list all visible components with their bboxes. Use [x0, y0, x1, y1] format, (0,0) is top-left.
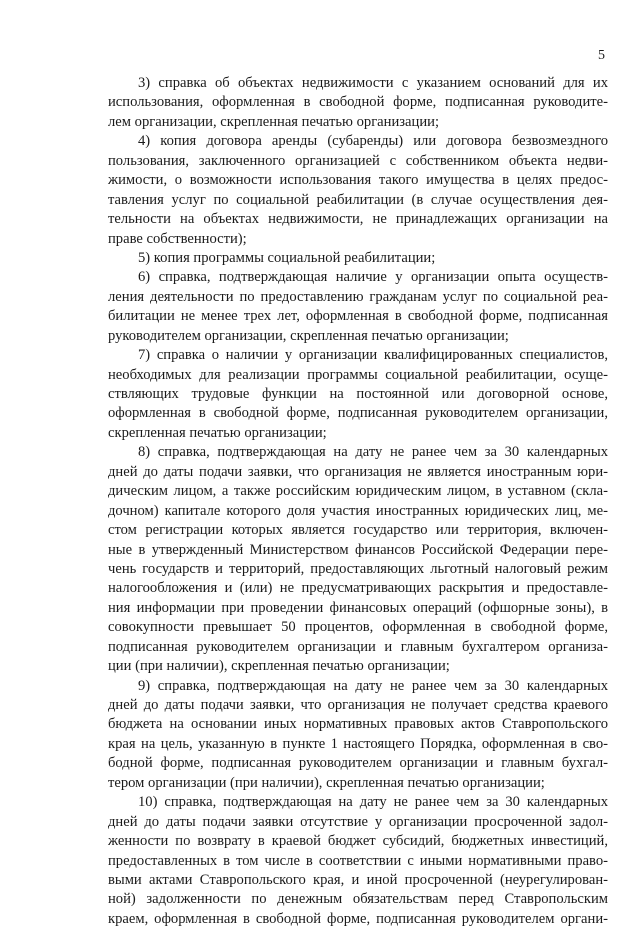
text-line: необходимых для реализации программы социальной реабилитации, осуще- [108, 366, 608, 383]
text-line: ления деятельности по предоставлению гражданам услуг по социальной реа- [108, 288, 608, 305]
text-line: ции (при наличии), скрепленная печатью организации; [108, 658, 450, 675]
paragraph-first-line: 10) справка, подтверждающая на дату не ранее чем за 30 календарных [138, 794, 608, 811]
text-line: чень государств и территорий, предоставляющих льготный налоговый режим [108, 560, 608, 577]
paragraph-first-line: 7) справка о наличии у организации квалифицированных специалистов, [138, 347, 608, 364]
text-line: билитации не менее трех лет, оформленная в свободной форме, подписанная [108, 308, 608, 325]
text-line: бодной форме, подписанная руководителем организации и главным бухгал- [108, 755, 608, 772]
text-line: женности по возврату в краевой бюджет субсидий, бюджетных инвестиций, [108, 833, 608, 850]
paragraph-first-line: 3) справка об объектах недвижимости с указанием оснований для их [138, 75, 608, 91]
text-line: тавления услуг по социальной реабилитации (в случае осуществления дея- [108, 191, 608, 208]
text-line: тером организации (при наличии), скрепленная печатью организации; [108, 774, 545, 791]
text-line: предоставленных в том числе в соответствии с иными нормативными право- [108, 852, 608, 869]
text-line: использования, оформленная в свободной форме, подписанная руководите- [108, 94, 608, 111]
paragraph-first-line: 9) справка, подтверждающая на дату не ранее чем за 30 календарных [138, 677, 608, 694]
text-line: налогообложения и (или) не предусматривающих раскрытия и предоставле- [108, 580, 608, 597]
text-line: дочном) капитале которого доля участия иностранных юридических лиц, ме- [108, 502, 608, 519]
text-line: ния информации при проведении финансовых операций (офшорные зоны), в [108, 599, 608, 616]
text-line: праве собственности); [108, 230, 247, 247]
text-line: пользования, заключенного организацией с собственником объекта недви- [108, 152, 608, 169]
text-line: оформленная в свободной форме, подписанная руководителем организации, [108, 405, 608, 422]
paragraph-first-line: 8) справка, подтверждающая на дату не ранее чем за 30 календарных [138, 444, 608, 461]
paragraph-first-line: 4) копия договора аренды (субаренды) или договора безвозмездного [138, 133, 608, 150]
text-line: дическим лицом, а также российским юридическим лицом, в уставном (скла- [108, 483, 608, 500]
text-line: дней до даты подачи заявки отсутствие у организации просроченной задол- [108, 813, 608, 830]
text-line: ные в утвержденный Министерством финансов Российской Федерации пере- [108, 541, 608, 558]
text-line: бюджета на основании иных нормативных правовых актов Ставропольского [108, 716, 608, 733]
text-line: совокупности превышает 50 процентов, оформленная в свободной форме, [108, 619, 608, 636]
text-line: тельности на объектах недвижимости, не принадлежащих организации на [108, 211, 608, 228]
page-number: 5 [598, 48, 605, 63]
document-body [108, 74, 608, 929]
text-line: ствляющих трудовые функции на постоянной или договорной основе, [108, 386, 608, 402]
text-line: руководителем организации, скрепленная печатью организации; [108, 327, 509, 344]
text-line: края на цель, указанную в пункте 1 настоящего Порядка, оформленная в сво- [108, 735, 608, 752]
text-line: дней до даты подачи заявки, что организация не является иностранным юри- [108, 463, 608, 480]
text-line: жимости, о возможности использования такого имущества в целях предос- [108, 172, 608, 189]
text-line: ной) задолженности по денежным обязательствам перед Ставропольским [108, 891, 608, 908]
text-line: лем организации, скрепленная печатью организации; [108, 113, 440, 130]
text-line: выми актами Ставропольского края, и иной просроченной (неурегулирован- [108, 871, 608, 888]
text-line: подписанная руководителем организации и главным бухгалтером организа- [108, 638, 608, 655]
text-line: скрепленная печатью организации; [108, 424, 327, 441]
paragraph-first-line: 5) копия программы социальной реабилитации; [138, 249, 436, 266]
paragraph-first-line: 6) справка, подтверждающая наличие у организации опыта осуществ- [138, 269, 608, 286]
text-line: стом регистрации которых является государство или территория, включен- [108, 522, 608, 539]
text-line: краем, оформленная в свободной форме, подписанная руководителем органи- [108, 910, 608, 927]
text-line: дней до даты подачи заявки, что организация не получает средства краевого [108, 697, 608, 713]
